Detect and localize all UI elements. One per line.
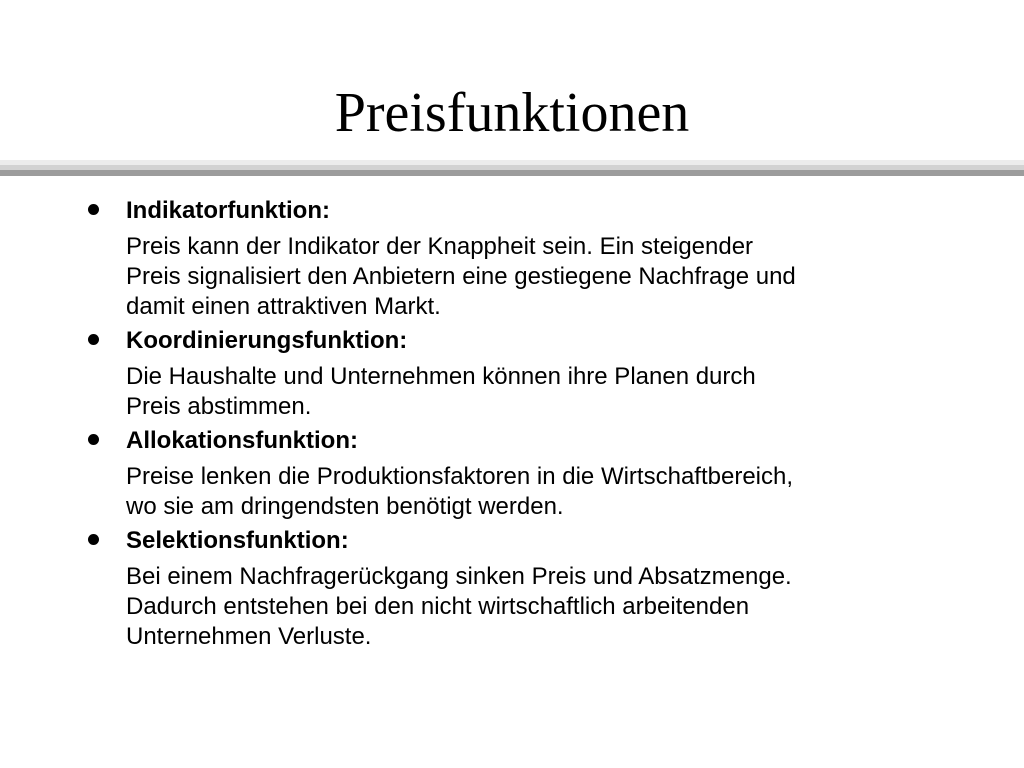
list-item <box>84 426 964 522</box>
list-item <box>84 326 964 422</box>
divider-band-dark <box>0 170 1024 176</box>
item-heading: Selektionsfunktion: <box>126 527 349 554</box>
item-text-line: Preis signalisiert den Anbietern eine gestiegene Nachfrage und <box>126 263 796 290</box>
item-text <box>126 232 964 322</box>
item-heading: Allokationsfunktion: <box>126 427 358 454</box>
item-text-line: Preise lenken die Produktionsfaktoren in die Wirtschaftbereich, <box>126 463 794 490</box>
item-text-line: wo sie am dringendsten benötigt werden. <box>126 493 564 520</box>
bullet-icon <box>88 204 99 215</box>
item-text <box>126 462 964 522</box>
list-item <box>84 196 964 322</box>
list-item <box>84 526 964 652</box>
item-text-line: Bei einem Nachfragerückgang sinken Preis und Absatzmenge. <box>126 563 792 590</box>
item-text-line: Die Haushalte und Unternehmen können ihre Planen durch <box>126 363 756 390</box>
slide-title: Preisfunktionen <box>334 82 690 144</box>
item-text <box>126 362 964 422</box>
bullet-icon <box>88 334 99 345</box>
item-heading: Indikatorfunktion: <box>126 197 330 224</box>
bullet-icon <box>88 534 99 545</box>
bullet-list <box>84 196 964 656</box>
item-text <box>126 562 964 652</box>
item-text-line: damit einen attraktiven Markt. <box>126 293 441 320</box>
item-heading: Koordinierungsfunktion: <box>126 327 408 354</box>
item-text-line: Preis abstimmen. <box>126 393 312 420</box>
item-text-line: Preis kann der Indikator der Knappheit sein. Ein steigender <box>126 233 754 260</box>
item-text-line: Unternehmen Verluste. <box>126 623 372 650</box>
bullet-icon <box>88 434 99 445</box>
item-text-line: Dadurch entstehen bei den nicht wirtschaftlich arbeitenden <box>126 593 750 620</box>
